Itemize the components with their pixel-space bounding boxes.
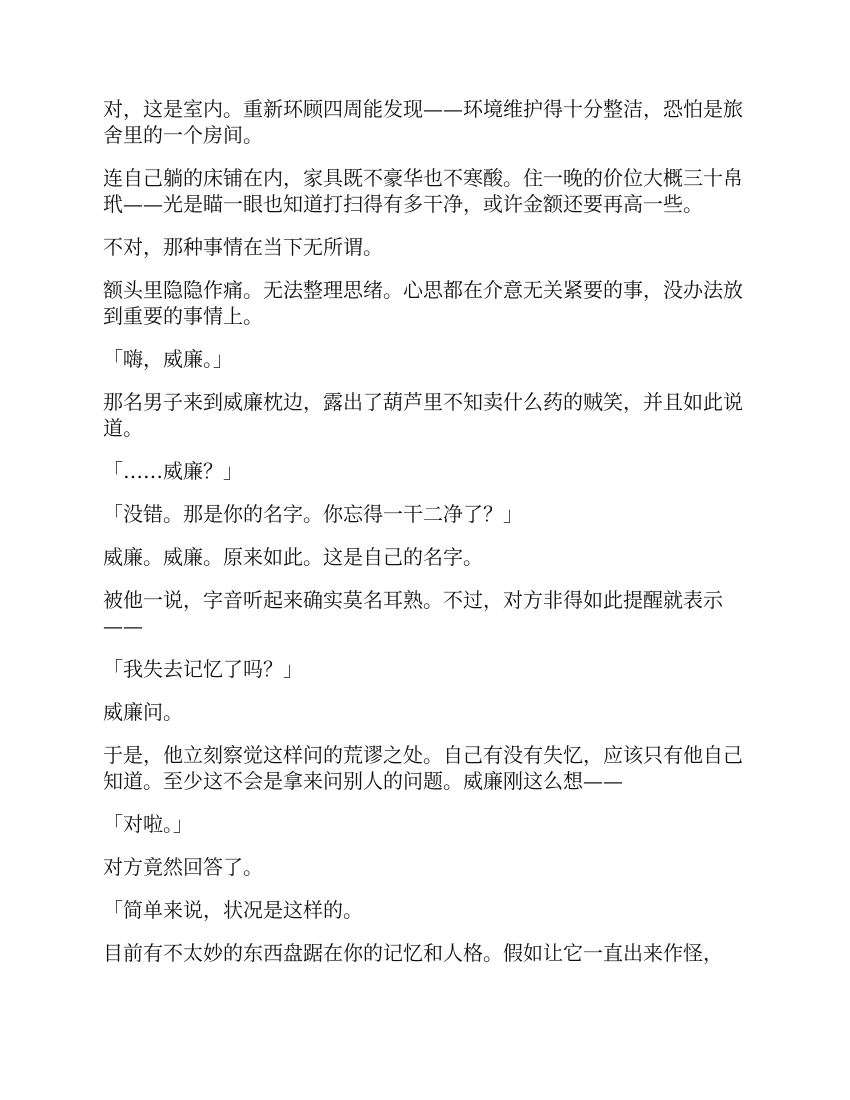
paragraph: 威廉问。 <box>103 700 183 724</box>
paragraph: 威廉。威廉。原来如此。这是自己的名字。 <box>103 545 483 569</box>
dialogue-line: 「没错。那是你的名字。你忘得一干二净了？」 <box>103 502 523 526</box>
dialogue-line: 「我失去记忆了吗？」 <box>103 657 303 681</box>
paragraph: 对方竟然回答了。 <box>103 855 263 879</box>
paragraph: 额头里隐隐作痛。无法整理思绪。心思都在介意无关紧要的事，没办法放到重要的事情上。 <box>103 278 743 328</box>
paragraph: 于是，他立刻察觉这样问的荒谬之处。自己有没有失忆，应该只有他自己知道。至少这不会是拿来问别人的问题。威廉刚这么想—— <box>103 743 743 793</box>
dialogue-line: 「嗨，威廉。」 <box>103 347 233 371</box>
paragraph: 不对，那种事情在当下无所谓。 <box>103 235 383 259</box>
paragraph: 连自己躺的床铺在内，家具既不豪华也不寒酸。住一晚的价位大概三十帛玳——光是瞄一眼也知道打扫得有多干净，或许金额还要再高一些。 <box>103 166 743 216</box>
paragraph: 被他一说，字音听起来确实莫名耳熟。不过，对方非得如此提醒就表示—— <box>103 588 723 638</box>
dialogue-line: 「简单来说，状况是这样的。 <box>103 898 363 922</box>
paragraph: 对，这是室内。重新环顾四周能发现——环境维护得十分整洁，恐怕是旅舍里的一个房间。 <box>103 97 743 147</box>
dialogue-line: 「……威廉？」 <box>103 459 243 483</box>
document-page <box>103 96 753 983</box>
paragraph: 那名男子来到威廉枕边，露出了葫芦里不知卖什么药的贼笑，并且如此说道。 <box>103 390 743 440</box>
dialogue-line: 「对啦。」 <box>103 812 193 836</box>
paragraph: 目前有不太妙的东西盘踞在你的记忆和人格。假如让它一直出来作怪， <box>103 941 723 965</box>
